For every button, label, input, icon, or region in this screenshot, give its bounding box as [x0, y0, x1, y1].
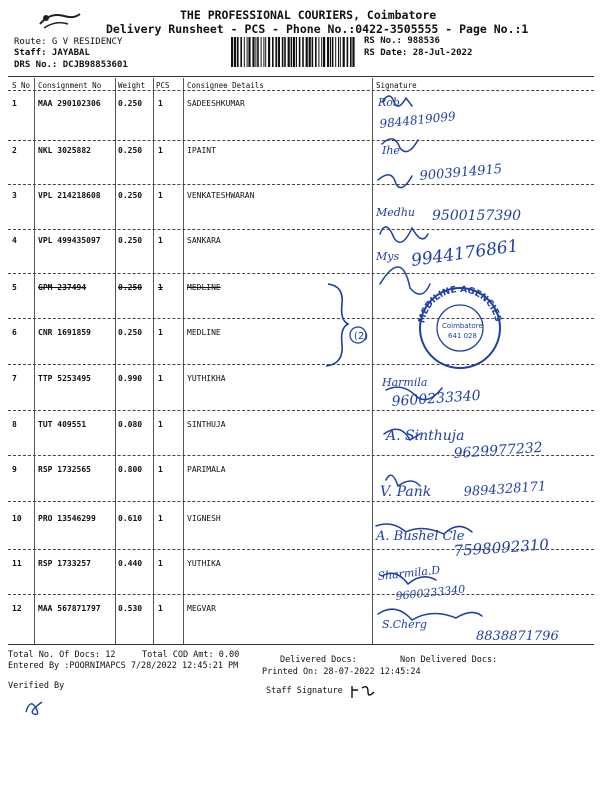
row-pcs: 1 — [158, 146, 163, 155]
table-bottom-rule — [8, 644, 594, 645]
row-consignee: MEDLINE — [187, 283, 221, 292]
row-pcs: 1 — [158, 283, 163, 292]
barcode-bar — [332, 37, 334, 67]
row-divider — [8, 184, 594, 185]
annotation-text: (2) — [354, 331, 369, 342]
barcode-bar — [288, 37, 290, 67]
barcode-bar — [352, 37, 354, 67]
signature-name: Medhu — [376, 206, 415, 219]
barcode-bar — [231, 37, 233, 67]
entered-by: Entered By :POORNIMAPCS 7/28/2022 12:45:21 PM — [8, 661, 239, 671]
barcode-bar — [343, 37, 345, 67]
row-divider — [8, 229, 594, 230]
row-weight: 0.250 — [118, 146, 143, 155]
col-header-signature: Signature — [376, 81, 417, 90]
drs-number: DRS No.: DCJB98853601 — [14, 60, 128, 70]
row-consignment-no: RSP 1732565 — [38, 465, 91, 474]
row-sno: 8 — [12, 420, 17, 429]
signature-name: Ihe — [382, 144, 400, 157]
barcode-bar — [268, 37, 270, 67]
barcode-bar — [255, 37, 256, 67]
signature-name: S.Cherg — [382, 618, 427, 631]
staff-signature-label: Staff Signature — [266, 686, 343, 696]
signature-phone: 8838871796 — [476, 629, 559, 644]
row-consignment-no: CNR 1691859 — [38, 328, 91, 337]
col-header-weight: Weight — [118, 81, 146, 90]
barcode-bar — [240, 37, 242, 67]
row-divider — [8, 318, 594, 319]
row-weight: 0.250 — [118, 99, 143, 108]
barcode-bar — [248, 37, 250, 67]
signature-phone: 9844819099 — [378, 109, 457, 131]
row-sno: 5 — [12, 283, 17, 292]
rs-number: RS No.: 988536 — [364, 36, 440, 46]
col-header-consignee: Consignee Details — [187, 81, 264, 90]
row-consignment-no: GPM 237494 — [38, 283, 87, 292]
row-pcs: 1 — [158, 559, 163, 568]
signature-phone: 7598092310 — [453, 535, 550, 560]
row-consignment-no: RSP 1733257 — [38, 559, 91, 568]
column-divider — [34, 78, 35, 644]
row-pcs: 1 — [158, 420, 163, 429]
signature-name: A. Bushel Cle — [376, 529, 465, 544]
row-consignee: VENKATESHWARAN — [187, 191, 255, 200]
row-consignee: MEGVAR — [187, 604, 216, 613]
barcode-bar — [234, 37, 236, 67]
row-consignment-no: MAA 567871797 — [38, 604, 101, 613]
row-consignee: PARIMALA — [187, 465, 226, 474]
row-divider — [8, 364, 594, 365]
company-title: THE PROFESSIONAL COURIERS, Coimbatore — [180, 8, 437, 22]
col-header-consignment: Consignment No — [38, 81, 102, 90]
row-sno: 4 — [12, 236, 17, 245]
row-sno: 11 — [12, 559, 22, 568]
barcode-bar — [338, 37, 339, 67]
route-label: Route: G V RESIDENCY — [14, 37, 123, 47]
barcode-bar — [321, 37, 322, 67]
row-sno: 9 — [12, 465, 17, 474]
signature-phone: 9003914915 — [419, 161, 503, 184]
col-header-sno: S No — [12, 81, 31, 90]
column-divider — [183, 78, 184, 644]
row-sno: 2 — [12, 146, 17, 155]
barcode-bar — [275, 37, 277, 67]
signature-phone: 9500157390 — [432, 208, 522, 224]
barcode-bar — [299, 37, 301, 67]
signature-phone: 9629977232 — [453, 439, 544, 462]
row-pcs: 1 — [158, 191, 163, 200]
courier-logo-icon — [38, 10, 82, 32]
row-weight: 0.610 — [118, 514, 143, 523]
row-consignment-no: TUT 409551 — [38, 420, 87, 429]
signature-phone: 9600233340 — [394, 582, 466, 603]
stamp-city: Coimbatore — [442, 322, 483, 330]
barcode-bar — [272, 37, 274, 67]
staff-signature — [348, 682, 378, 702]
brace-annotation — [316, 280, 376, 370]
row-consignee: SINTHUJA — [187, 420, 226, 429]
barcode-bar — [293, 37, 295, 67]
barcode-bar — [244, 37, 245, 67]
barcode-bar — [278, 37, 280, 67]
signature-name: Sharmila.D — [376, 563, 441, 583]
row-sno: 7 — [12, 374, 17, 383]
barcode-bar — [291, 37, 293, 67]
row-divider — [8, 273, 594, 274]
row-pcs: 1 — [158, 328, 163, 337]
row-weight: 0.080 — [118, 420, 143, 429]
barcode-bar — [347, 37, 349, 67]
row-pcs: 1 — [158, 99, 163, 108]
row-weight: 0.800 — [118, 465, 143, 474]
barcode-bar — [261, 37, 262, 67]
barcode-bar — [306, 37, 308, 67]
row-divider — [8, 549, 594, 550]
row-divider — [8, 501, 594, 502]
table-header-rule — [8, 90, 594, 91]
non-delivered-docs: Non Delivered Docs: — [400, 655, 498, 665]
barcode-bar — [327, 37, 329, 67]
col-header-pcs: PCS — [156, 81, 170, 90]
agency-stamp — [417, 285, 502, 368]
barcode-bar — [323, 37, 325, 67]
row-sno: 6 — [12, 328, 17, 337]
barcode-bar — [335, 37, 336, 67]
row-consignee: VIGNESH — [187, 514, 221, 523]
signature-name: V. Pank — [380, 484, 432, 500]
row-sno: 12 — [12, 604, 22, 613]
barcode-bar — [284, 37, 286, 67]
row-consignee: YUTHIKHA — [187, 374, 226, 383]
row-weight: 0.440 — [118, 559, 143, 568]
verified-by-label: Verified By — [8, 681, 65, 691]
row-consignment-no: MAA 290102306 — [38, 99, 101, 108]
signature-name: A. Sinthuja — [386, 428, 465, 444]
row-consignment-no: TTP 5253495 — [38, 374, 91, 383]
runsheet-subtitle: Delivery Runsheet - PCS - Phone No.:0422-3505555 - Page No.:1 — [106, 22, 529, 36]
row-sno: 10 — [12, 514, 22, 523]
row-pcs: 1 — [158, 374, 163, 383]
row-weight: 0.990 — [118, 374, 143, 383]
barcode-bar — [302, 37, 304, 67]
row-weight: 0.250 — [118, 191, 143, 200]
stamp-pin: 641 028 — [448, 332, 477, 340]
signature-name: Harmila — [382, 376, 428, 389]
row-sno: 1 — [12, 99, 17, 108]
barcode-bar — [252, 37, 254, 67]
stamp-name: MEDILINE AGENCIES — [417, 284, 503, 325]
row-pcs: 1 — [158, 236, 163, 245]
row-divider — [8, 410, 594, 411]
row-pcs: 1 — [158, 604, 163, 613]
barcode-bar — [330, 37, 331, 67]
row-weight: 0.530 — [118, 604, 143, 613]
row-divider — [8, 455, 594, 456]
barcode-bar — [257, 37, 259, 67]
barcode-bar — [315, 37, 317, 67]
row-weight: 0.250 — [118, 236, 143, 245]
barcode-bar — [265, 37, 266, 67]
row-consignee: IPAINT — [187, 146, 216, 155]
table-top-rule — [8, 76, 594, 77]
row-consignment-no: NKL 3025882 — [38, 146, 91, 155]
row-consignee: SADEESHKUMAR — [187, 99, 245, 108]
signature-name: Rob — [378, 96, 400, 109]
row-weight: 0.250 — [118, 328, 143, 337]
row-pcs: 1 — [158, 514, 163, 523]
barcode-bar — [296, 37, 297, 67]
signature-phone: 9600233340 — [391, 387, 482, 410]
column-divider — [153, 78, 154, 644]
barcode-bar — [312, 37, 314, 67]
row-consignment-no: VPL 214218608 — [38, 191, 101, 200]
barcode-bar — [247, 37, 248, 67]
barcode-bar — [309, 37, 311, 67]
rs-date: RS Date: 28-Jul-2022 — [364, 48, 473, 58]
delivered-docs: Delivered Docs: — [280, 655, 357, 665]
barcode-bar — [237, 37, 239, 67]
staff-label: Staff: JAYABAL — [14, 48, 90, 58]
barcode-bar — [350, 37, 352, 67]
row-consignee: SANKARA — [187, 236, 221, 245]
drs-barcode — [230, 37, 355, 67]
row-sno: 3 — [12, 191, 17, 200]
signature-name: Mys — [376, 250, 400, 263]
signature-column — [372, 88, 600, 648]
signature-phone: 9894328171 — [463, 479, 547, 500]
row-consignee: YUTHIKA — [187, 559, 221, 568]
column-divider — [115, 78, 116, 644]
printed-on: Printed On: 28-07-2022 12:45:24 — [262, 667, 421, 677]
row-consignee: MEDLINE — [187, 328, 221, 337]
barcode-bar — [340, 37, 341, 67]
row-divider — [8, 594, 594, 595]
signature-phone: 9944176861 — [409, 236, 520, 271]
barcode-bar — [263, 37, 264, 67]
verifier-signature — [20, 694, 50, 718]
barcode-bar — [282, 37, 284, 67]
row-consignment-no: PRO 13546299 — [38, 514, 96, 523]
row-consignment-no: VPL 499435097 — [38, 236, 101, 245]
row-pcs: 1 — [158, 465, 163, 474]
total-docs: Total No. Of Docs: 12 — [8, 650, 116, 660]
barcode-bar — [318, 37, 319, 67]
row-weight: 0.250 — [118, 283, 143, 292]
row-divider — [8, 140, 594, 141]
total-cod: Total COD Amt: 0.00 — [142, 650, 240, 660]
